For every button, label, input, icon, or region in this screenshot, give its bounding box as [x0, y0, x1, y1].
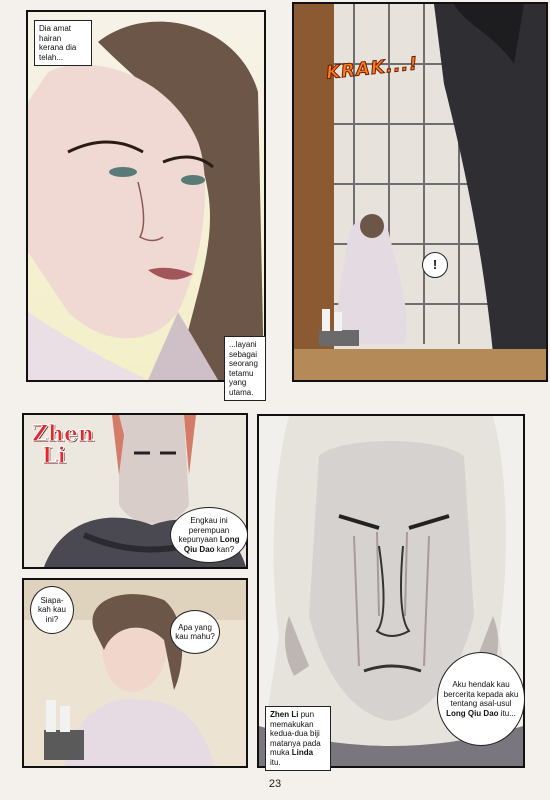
- caption-bottom: [224, 336, 266, 401]
- speech-zhen-li-2-pre: Aku hendak kau bercerita kepada aku tentang asal-usul: [443, 680, 519, 708]
- speech-linda-left-text: Siapa-kah kau ini?: [37, 595, 67, 624]
- caption-stare-end: itu.: [270, 757, 281, 767]
- panel-zhen-li-intro: [22, 413, 248, 569]
- speech-zhen-li-2-post: itu...: [500, 708, 516, 718]
- speech-linda-right-text: Apa yang kau mahu?: [175, 622, 215, 641]
- exclaim-bubble: [422, 252, 448, 278]
- sound-effect-krak: KRAK...!: [325, 53, 420, 84]
- caption-stare-mid: pun memakukan kedua-dua biji matanya pada muka: [270, 710, 321, 757]
- name-tag-line1: Zhen: [32, 421, 95, 447]
- panel-shoji-door: [292, 2, 548, 382]
- speech-zhen-li-2-bold: Long Qiu Dao: [446, 708, 499, 718]
- caption-bottom-text: ...layani sebagai seorang tetamu yang utama.: [229, 340, 258, 397]
- woman-face-illustration: [28, 12, 264, 380]
- exclaim-text: !: [432, 257, 438, 273]
- shoji-scene-illustration: [294, 4, 546, 380]
- caption-top-text: Dia amat hairan kerana dia telah...: [39, 24, 77, 62]
- caption-stare-bold1: Zhen Li: [270, 710, 299, 719]
- speech-zhen-li-bold: Long Qiu Dao: [183, 535, 240, 554]
- page-number: 23: [268, 778, 282, 790]
- caption-stare-bold2: Linda: [291, 748, 314, 757]
- speech-zhen-li-pre: Engkau ini perempuan kepunyaan: [178, 516, 230, 544]
- caption-zhen-li-stare: [265, 706, 331, 771]
- panel-woman-closeup: [26, 10, 266, 397]
- speech-zhen-li-2-text: [442, 680, 520, 718]
- speech-bubble-zhen-li-2: [437, 652, 525, 746]
- speech-zhen-li-text: [175, 516, 243, 554]
- caption-stare-text: [270, 710, 321, 767]
- character-name-tag: [32, 423, 94, 467]
- speech-bubble-linda-left: [30, 586, 74, 634]
- speech-bubble-zhen-li: [170, 507, 248, 563]
- panel-linda-speaking: [22, 578, 248, 768]
- caption-top: [34, 20, 92, 66]
- speech-bubble-linda-right: [170, 610, 220, 654]
- name-tag-line2: Li: [42, 443, 66, 469]
- panel-zhen-li-closeup: [257, 414, 525, 768]
- speech-zhen-li-post: kan?: [216, 544, 235, 554]
